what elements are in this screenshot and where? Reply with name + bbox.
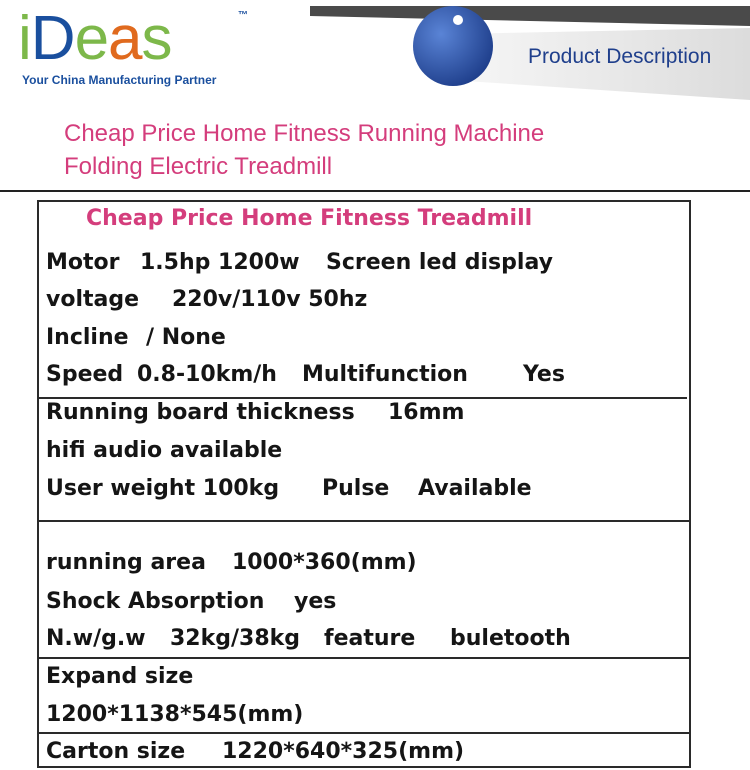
page-title-line-2: Folding Electric Treadmill: [64, 153, 333, 180]
spec-title: Cheap Price Home Fitness Treadmill: [86, 206, 533, 231]
trademark-symbol: ™: [238, 10, 248, 21]
spec-value: Available: [418, 476, 532, 501]
spec-label: User weight 100kg: [46, 476, 280, 501]
spec-value: 1200*1138*545(mm): [46, 702, 304, 727]
spec-value: 32kg/38kg: [170, 626, 301, 651]
spec-value: 1000*360(mm): [232, 550, 417, 575]
spec-label: Pulse: [322, 476, 390, 501]
banner-disc: [413, 6, 493, 86]
banner-hole: [453, 15, 463, 25]
spec-divider: [37, 732, 690, 734]
spec-label: voltage: [46, 287, 140, 312]
brand-tagline: Your China Manufacturing Partner: [22, 73, 217, 87]
spec-label: Motor: [46, 250, 120, 275]
spec-value: 1220*640*325(mm): [222, 739, 465, 764]
spec-label: N.w/g.w: [46, 626, 146, 651]
page-title-line-1: Cheap Price Home Fitness Running Machine: [64, 120, 545, 147]
spec-divider: [37, 397, 687, 399]
spec-label: Shock Absorption: [46, 589, 265, 614]
header-divider: [0, 190, 750, 192]
spec-value: / None: [146, 325, 226, 350]
banner-strip: [310, 6, 750, 26]
brand-logo: [18, 4, 172, 73]
spec-label: Incline: [46, 325, 129, 350]
spec-value: 0.8-10km/h: [137, 362, 277, 387]
spec-divider: [37, 520, 690, 522]
spec-label: Screen led display: [326, 250, 553, 275]
spec-label: feature: [324, 626, 416, 651]
spec-value: Yes: [523, 362, 565, 387]
logo-letter: e: [74, 4, 109, 73]
product-description-label: Product Description: [528, 45, 712, 68]
spec-label: Running board thickness: [46, 400, 355, 425]
logo-letter: D: [30, 4, 75, 73]
spec-value: 16mm: [388, 400, 465, 425]
spec-divider: [37, 657, 690, 659]
spec-label: Expand size: [46, 664, 194, 689]
logo-letter: s: [141, 4, 172, 73]
spec-value: buletooth: [450, 626, 571, 651]
spec-value: 220v/110v 50hz: [172, 287, 368, 312]
spec-value: 1.5hp 1200w: [140, 250, 300, 275]
spec-label: hifi audio: [46, 438, 163, 463]
logo-letter: i: [18, 4, 31, 73]
spec-value: yes: [294, 589, 337, 614]
spec-label: Speed: [46, 362, 124, 387]
spec-value: available: [170, 438, 283, 463]
spec-label: Multifunction: [302, 362, 468, 387]
spec-label: Carton size: [46, 739, 186, 764]
spec-label: running area: [46, 550, 206, 575]
logo-letter: a: [108, 4, 142, 73]
